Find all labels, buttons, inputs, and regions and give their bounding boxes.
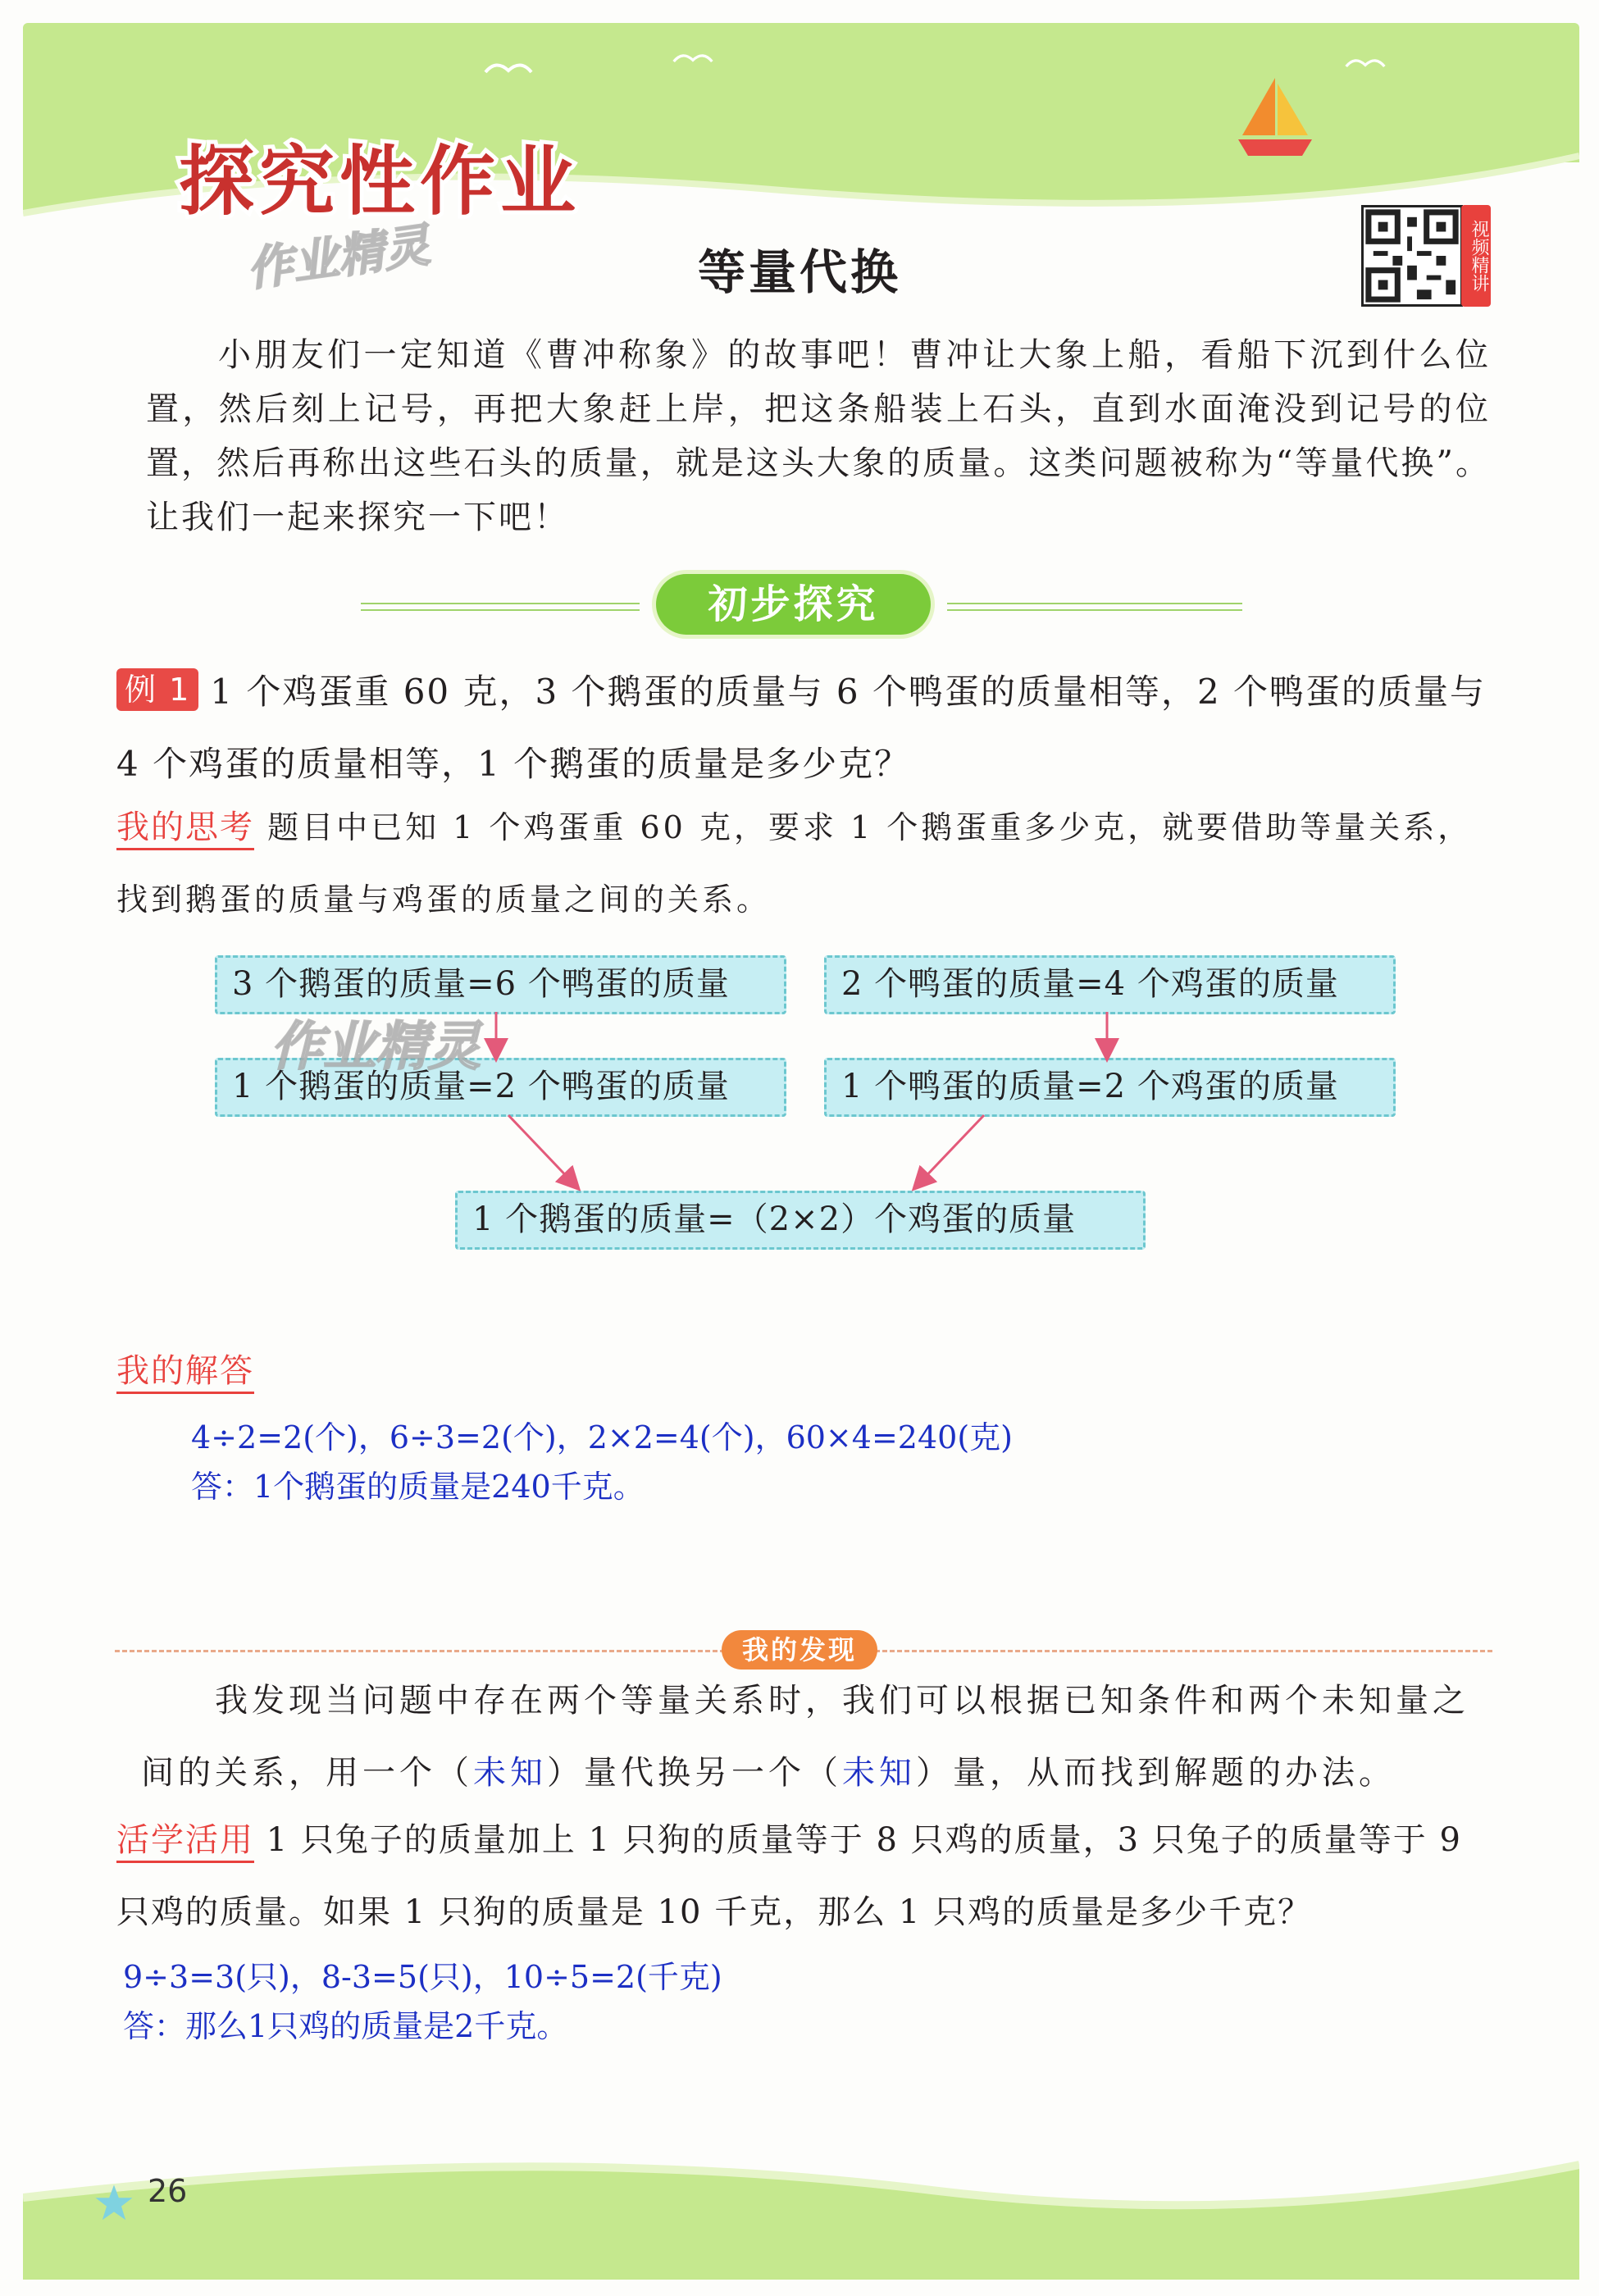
discovery-blank-1: 未知 — [473, 1754, 547, 1792]
answer-label-wrap — [116, 1345, 254, 1392]
apply-text: 1 只兔子的质量加上 1 只狗的质量等于 8 只鸡的质量，3 只兔子的质量等于 9 只鸡的质量。如果 1 只狗的质量是 10 千克，那么 1 只鸡的质量是多少千克？ — [116, 1821, 1462, 1931]
bird-icon — [672, 49, 713, 66]
flow-box-one-duck: 1 个鸭蛋的质量=2 个鸡蛋的质量 — [824, 1058, 1396, 1117]
footer-wave — [23, 2140, 1579, 2280]
answer-label: 我的解答 — [116, 1352, 254, 1394]
watermark: 作业精灵 — [244, 218, 434, 298]
flow-box-result: 1 个鹅蛋的质量=（2×2）个鸡蛋的质量 — [455, 1191, 1146, 1250]
example-tag: 例 1 — [116, 668, 198, 711]
example-text: 1 个鸡蛋重 60 克，3 个鹅蛋的质量与 6 个鸭蛋的质量相等，2 个鸭蛋的质量与 4 个鸡蛋的质量相等，1 个鹅蛋的质量是多少克？ — [116, 672, 1487, 784]
star-icon — [92, 2181, 136, 2225]
qr-code-icon[interactable] — [1361, 205, 1463, 307]
answer-statement: 答：1个鹅蛋的质量是240千克。 — [191, 1469, 645, 1505]
flow-box-goose-duck: 3 个鹅蛋的质量=6 个鸭蛋的质量 — [215, 955, 786, 1014]
apply-statement: 答：那么1只鸡的质量是2千克。 — [123, 2008, 568, 2044]
apply-label: 活学活用 — [116, 1821, 254, 1863]
discovery-text-2: ）量代换另一个（ — [547, 1754, 842, 1792]
apply-calculation: 9÷3=3(只)，8-3=5(只)，10÷5=2(千克) — [123, 1959, 722, 1995]
qr-label: 视频精讲 — [1461, 205, 1491, 307]
section-banner: 初步探究 — [656, 574, 931, 635]
apply-problem — [116, 1804, 1502, 1948]
thinking-text: 题目中已知 1 个鸡蛋重 60 克，要求 1 个鹅蛋重多少克，就要借助等量关系，找到鹅蛋的质量与鸡蛋的质量之间的关系。 — [116, 809, 1473, 918]
discovery-paragraph — [141, 1665, 1486, 1809]
discovery-blank-2: 未知 — [842, 1754, 916, 1792]
flow-box-one-goose: 1 个鹅蛋的质量=2 个鸭蛋的质量 — [215, 1058, 786, 1117]
lesson-title: 等量代换 — [697, 244, 901, 300]
discovery-tag: 我的发现 — [722, 1630, 877, 1670]
page-number: 26 — [148, 2173, 188, 2209]
watermark: 作业精灵 — [271, 1017, 481, 1077]
example-problem — [116, 656, 1502, 800]
flow-box-duck-chicken: 2 个鸭蛋的质量=4 个鸡蛋的质量 — [824, 955, 1396, 1014]
discovery-text-3: ）量，从而找到解题的办法。 — [916, 1754, 1396, 1792]
sailboat-icon — [1230, 74, 1320, 164]
thinking-label: 我的思考 — [116, 809, 254, 850]
answer-calculation: 4÷2=2(个)，6÷3=2(个)，2×2=4(个)，60×4=240(克) — [191, 1419, 1013, 1456]
section-title: 探究性作业 — [179, 138, 581, 226]
bird-icon — [1345, 54, 1386, 71]
thinking-paragraph — [116, 791, 1502, 936]
intro-paragraph: 小朋友们一定知道《曹冲称象》的故事吧！曹冲让大象上船，看船下沉到什么位置，然后刻上记号，再把大象赶上岸，把这条船装上石头，直到水面淹没到记号的位置，然后再称出这些石头的质量，就是这头大象的质量。这类问题被称为“等量代换”。让我们一起来探究一下吧！ — [146, 336, 1491, 536]
bird-icon — [484, 57, 533, 77]
banner-divider-right — [947, 603, 1242, 611]
discovery-text-1: 我发现当问题中存在两个等量关系时，我们可以根据已知条件和两个未知量之间的关系，用一个（ — [141, 1682, 1469, 1792]
banner-divider-left — [361, 603, 640, 611]
